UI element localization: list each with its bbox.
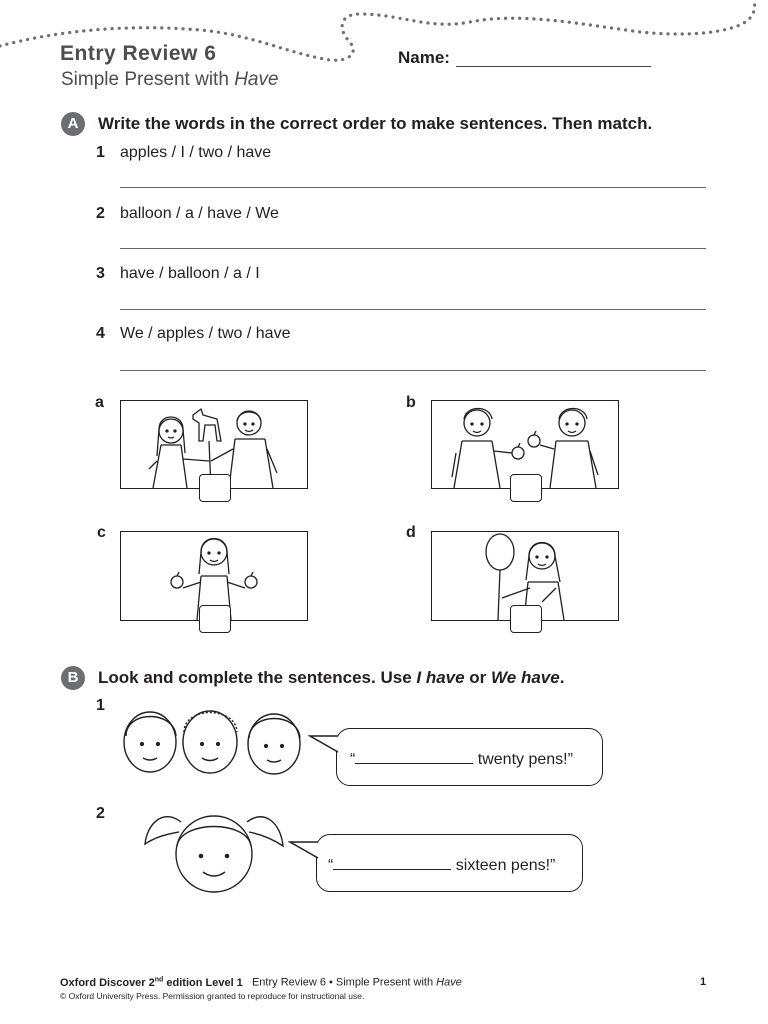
fill-blank-1[interactable] xyxy=(355,763,473,764)
footer-desc: Entry Review 6 • Simple Present with xyxy=(251,976,437,989)
answer-line-3[interactable] xyxy=(120,309,706,310)
series-rest: edition Level 1 xyxy=(163,976,243,989)
section-b-badge: B xyxy=(61,666,85,690)
subtitle-text: Simple Present with xyxy=(61,69,235,90)
fill-blank-2[interactable] xyxy=(333,869,451,870)
series-sup: nd xyxy=(154,976,164,983)
item-number: 2 xyxy=(96,205,105,222)
copyright-notice: © Oxford University Press. Permission granted to reproduce for instructional use. xyxy=(60,991,365,1001)
item-number: 3 xyxy=(96,265,105,282)
answer-box-b[interactable] xyxy=(510,474,542,502)
answer-line-1[interactable] xyxy=(120,187,706,188)
answer-box-c[interactable] xyxy=(199,605,231,633)
series-name: Oxford Discover 2 xyxy=(60,976,155,989)
bubble-sentence-2 xyxy=(328,857,555,875)
bubble-sentence-1 xyxy=(350,751,573,769)
speech-bubble-tail-icon xyxy=(308,730,342,756)
sentence-rest: twenty pens!” xyxy=(473,751,573,768)
item-number: 1 xyxy=(96,144,105,161)
section-a-instruction: Write the words in the correct order to make sentences. Then match. xyxy=(98,114,653,133)
name-label: Name: xyxy=(398,48,450,67)
item-prompt: balloon / a / have / We xyxy=(120,205,279,222)
footer-series xyxy=(60,976,462,989)
open-quote: “ xyxy=(350,751,356,768)
page-number: 1 xyxy=(700,976,707,988)
answer-line-4[interactable] xyxy=(120,370,706,371)
section-a-badge: A xyxy=(61,112,85,136)
picture-label-a: a xyxy=(95,394,104,411)
instruction-text: Look and complete the sentences. Use xyxy=(98,668,417,687)
item-number: 4 xyxy=(96,325,105,342)
picture-label-c: c xyxy=(97,524,106,541)
page-subtitle xyxy=(61,69,279,91)
name-field-line[interactable] xyxy=(456,66,651,67)
instruction-emphasis: We have xyxy=(491,668,560,687)
subtitle-emphasis: Have xyxy=(234,69,279,90)
sentence-rest: sixteen pens!” xyxy=(451,857,556,874)
instruction-text: . xyxy=(559,668,565,687)
girl-pigtails-illustration xyxy=(143,804,285,894)
item-prompt: apples / I / two / have xyxy=(120,144,272,161)
picture-label-d: d xyxy=(406,524,416,541)
item-number: 1 xyxy=(96,697,105,714)
instruction-text: or xyxy=(464,668,492,687)
footer-desc-emphasis: Have xyxy=(436,976,462,989)
speech-bubble-tail-icon xyxy=(288,836,322,862)
picture-label-b: b xyxy=(406,394,416,411)
instruction-emphasis: I have xyxy=(416,668,465,687)
item-prompt: have / balloon / a / I xyxy=(120,265,260,282)
answer-box-a[interactable] xyxy=(199,474,231,502)
answer-line-2[interactable] xyxy=(120,248,706,249)
item-number: 2 xyxy=(96,805,105,822)
open-quote: “ xyxy=(328,857,334,874)
three-boys-illustration xyxy=(118,702,308,782)
dotted-wave-decoration xyxy=(0,0,768,80)
page-title: Entry Review 6 xyxy=(60,42,217,65)
item-prompt: We / apples / two / have xyxy=(120,325,291,342)
section-b-instruction xyxy=(98,668,564,688)
answer-box-d[interactable] xyxy=(510,605,542,633)
